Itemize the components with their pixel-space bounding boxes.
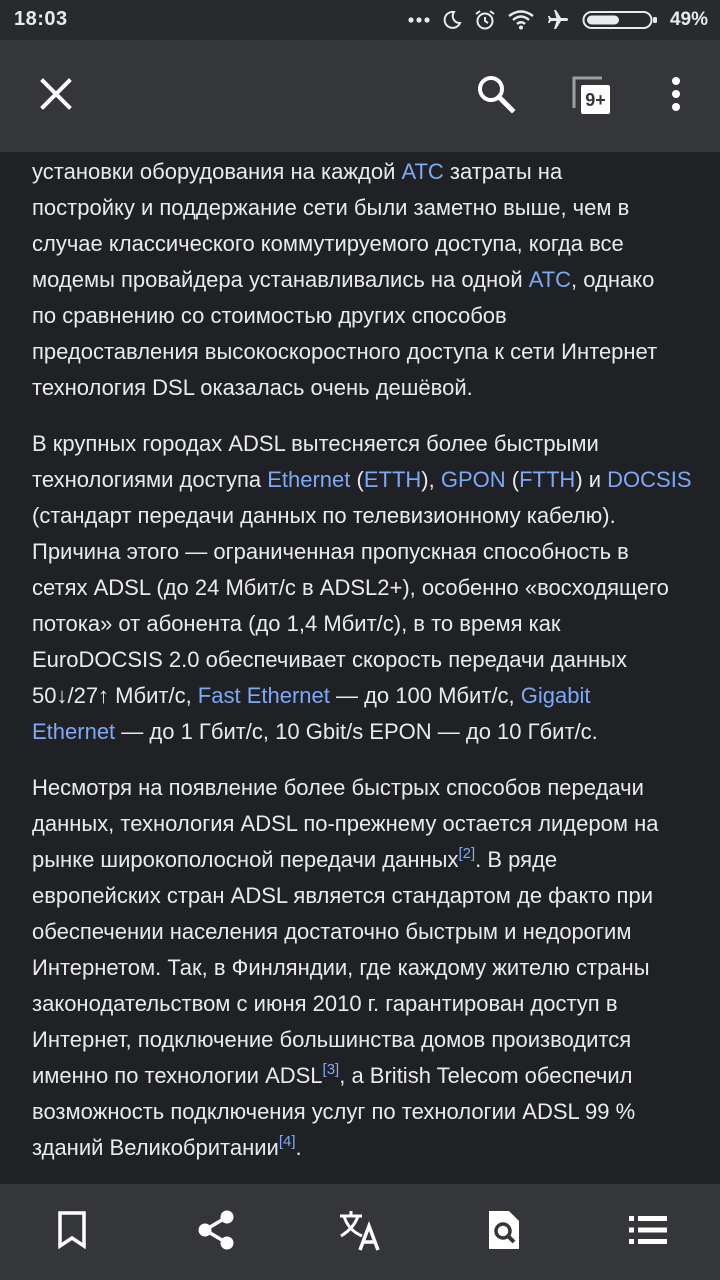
text-line bbox=[32, 298, 692, 334]
text-run: установки оборудования на каждой bbox=[32, 159, 402, 184]
text-line bbox=[32, 1022, 692, 1058]
text-run: 50↓/27↑ Мбит/с, bbox=[32, 683, 198, 708]
article-paragraph-3 bbox=[32, 770, 692, 1166]
contents-icon bbox=[629, 1215, 667, 1250]
article-link[interactable]: Ethernet bbox=[267, 467, 351, 492]
find-in-page-icon bbox=[487, 1209, 521, 1256]
text-run: ) и bbox=[575, 467, 608, 492]
reference-number: [4] bbox=[278, 1133, 296, 1150]
article-link[interactable]: ETTH bbox=[363, 467, 422, 492]
text-line bbox=[32, 1094, 692, 1130]
text-line bbox=[32, 714, 692, 750]
text-line bbox=[32, 1058, 692, 1094]
share-icon bbox=[196, 1209, 236, 1256]
article-link[interactable]: GPON bbox=[440, 467, 506, 492]
text-run: ), bbox=[421, 467, 441, 492]
article-paragraph-2 bbox=[32, 426, 692, 750]
close-icon bbox=[39, 77, 73, 116]
article-link[interactable]: Gigabit bbox=[520, 683, 591, 708]
text-line bbox=[32, 534, 692, 570]
text-run: законодательством с июня 2010 г. гарантирован доступ в bbox=[32, 991, 618, 1016]
reference-link[interactable] bbox=[279, 1135, 296, 1160]
text-run: технологиями доступа bbox=[32, 467, 268, 492]
more-dots-icon bbox=[408, 16, 430, 24]
more-vert-icon bbox=[671, 76, 681, 117]
search-button[interactable] bbox=[456, 40, 536, 152]
text-run: Причина этого — ограниченная пропускная способность в bbox=[32, 539, 629, 564]
text-line bbox=[32, 462, 692, 498]
text-run: Интернет, подключение большинства домов производится bbox=[32, 1027, 632, 1052]
translate-button[interactable] bbox=[312, 1184, 408, 1280]
text-run: Интернетом. Так, в Финляндии, где каждому жителю страны bbox=[32, 955, 650, 980]
text-line bbox=[32, 986, 692, 1022]
text-line bbox=[32, 642, 692, 678]
text-line bbox=[32, 842, 692, 878]
text-run: потока» от абонента (до 1,4 Мбит/с), в то время как bbox=[32, 611, 561, 636]
text-run: сетях ADSL (до 24 Мбит/с в ADSL2+), особенно «восходящего bbox=[32, 575, 669, 600]
text-line bbox=[32, 190, 692, 226]
text-line bbox=[32, 878, 692, 914]
text-line bbox=[32, 950, 692, 986]
text-run: именно по технологии ADSL bbox=[32, 1063, 323, 1088]
status-time: 18:03 bbox=[14, 8, 68, 30]
text-line bbox=[32, 570, 692, 606]
text-run: европейских стран ADSL является стандартом де факто при bbox=[32, 883, 653, 908]
text-run: данных, технология ADSL по-прежнему остается лидером на bbox=[32, 811, 659, 836]
text-run: возможность подключения услуг по технологии ADSL 99 % bbox=[32, 1099, 636, 1124]
bookmark-button[interactable] bbox=[24, 1184, 120, 1280]
text-line bbox=[32, 334, 692, 370]
article-paragraph-1 bbox=[32, 152, 692, 406]
text-line bbox=[32, 498, 692, 534]
share-button[interactable] bbox=[168, 1184, 264, 1280]
article-link[interactable]: DOCSIS bbox=[607, 467, 692, 492]
text-line bbox=[32, 678, 692, 714]
article-link[interactable]: FTTH bbox=[519, 467, 576, 492]
close-button[interactable] bbox=[16, 40, 96, 152]
text-run: технология DSL оказалась очень дешёвой. bbox=[32, 375, 473, 400]
text-line bbox=[32, 426, 692, 462]
text-line bbox=[32, 226, 692, 262]
find-in-page-button[interactable] bbox=[456, 1184, 552, 1280]
text-run: В крупных городах ADSL вытесняется более быстрыми bbox=[32, 431, 599, 456]
reference-number: [2] bbox=[458, 845, 476, 862]
text-run: , однако bbox=[571, 267, 655, 292]
text-run: . bbox=[295, 1135, 302, 1160]
text-run: рынке широкополосной передачи данных bbox=[32, 847, 459, 872]
search-icon bbox=[476, 74, 516, 119]
article-content bbox=[32, 152, 692, 1184]
text-run: ( bbox=[505, 467, 520, 492]
text-run: зданий Великобритании bbox=[32, 1135, 279, 1160]
article-link[interactable]: Ethernet bbox=[32, 719, 116, 744]
text-run: случае классического коммутируемого доступа, когда все bbox=[32, 231, 624, 256]
text-run: — до 1 Гбит/с, 10 Gbit/s EPON — до 10 Гбит/с. bbox=[115, 719, 598, 744]
bottom-bar bbox=[0, 1184, 720, 1280]
translate-icon bbox=[338, 1208, 382, 1257]
text-run: (стандарт передачи данных по телевизионному кабелю). bbox=[32, 503, 616, 528]
text-run: модемы провайдера устанавливались на одной bbox=[32, 267, 529, 292]
status-icons bbox=[408, 7, 708, 33]
text-run: — до 100 Мбит/с, bbox=[329, 683, 521, 708]
text-run: постройку и поддержание сети были заметно выше, чем в bbox=[32, 195, 630, 220]
text-line bbox=[32, 806, 692, 842]
status-bar bbox=[0, 0, 720, 40]
text-run: обеспечении населения достаточно быстрым и недорогим bbox=[32, 919, 632, 944]
reference-link[interactable] bbox=[323, 1063, 340, 1088]
text-run: Несмотря на появление более быстрых способов передачи bbox=[32, 775, 644, 800]
toolbar bbox=[0, 40, 720, 152]
text-run: . В ряде bbox=[475, 847, 558, 872]
reference-number: [3] bbox=[322, 1061, 340, 1078]
menu-button[interactable] bbox=[636, 40, 716, 152]
article-link[interactable]: АТС bbox=[401, 159, 444, 184]
airplane-icon bbox=[546, 8, 570, 32]
bookmark-icon bbox=[57, 1211, 87, 1254]
text-run: EuroDOCSIS 2.0 обеспечивает скорость передачи данных bbox=[32, 647, 627, 672]
tabs-count: 9+ bbox=[585, 90, 606, 110]
battery-percent: 49% bbox=[669, 9, 708, 30]
article-link[interactable]: АТС bbox=[528, 267, 572, 292]
alarm-icon bbox=[474, 9, 496, 31]
text-line bbox=[32, 606, 692, 642]
text-line bbox=[32, 370, 692, 406]
article-link[interactable]: Fast Ethernet bbox=[197, 683, 330, 708]
text-line bbox=[32, 914, 692, 950]
tabs-button[interactable] bbox=[552, 40, 632, 152]
text-run: по сравнению со стоимостью других способов bbox=[32, 303, 507, 328]
text-run: затраты на bbox=[443, 159, 563, 184]
text-line bbox=[32, 262, 692, 298]
text-run: ( bbox=[350, 467, 364, 492]
reference-link[interactable] bbox=[458, 847, 475, 872]
text-run: , а British Telecom обеспечил bbox=[339, 1063, 633, 1088]
text-line bbox=[32, 154, 692, 190]
battery-icon bbox=[582, 10, 658, 30]
tabs-icon bbox=[570, 74, 614, 118]
text-line bbox=[32, 770, 692, 806]
text-run: предоставления высокоскоростного доступа к сети Интернет bbox=[32, 339, 658, 364]
text-line bbox=[32, 1130, 692, 1166]
moon-icon bbox=[442, 10, 462, 30]
contents-button[interactable] bbox=[600, 1184, 696, 1280]
wifi-icon bbox=[508, 10, 534, 30]
